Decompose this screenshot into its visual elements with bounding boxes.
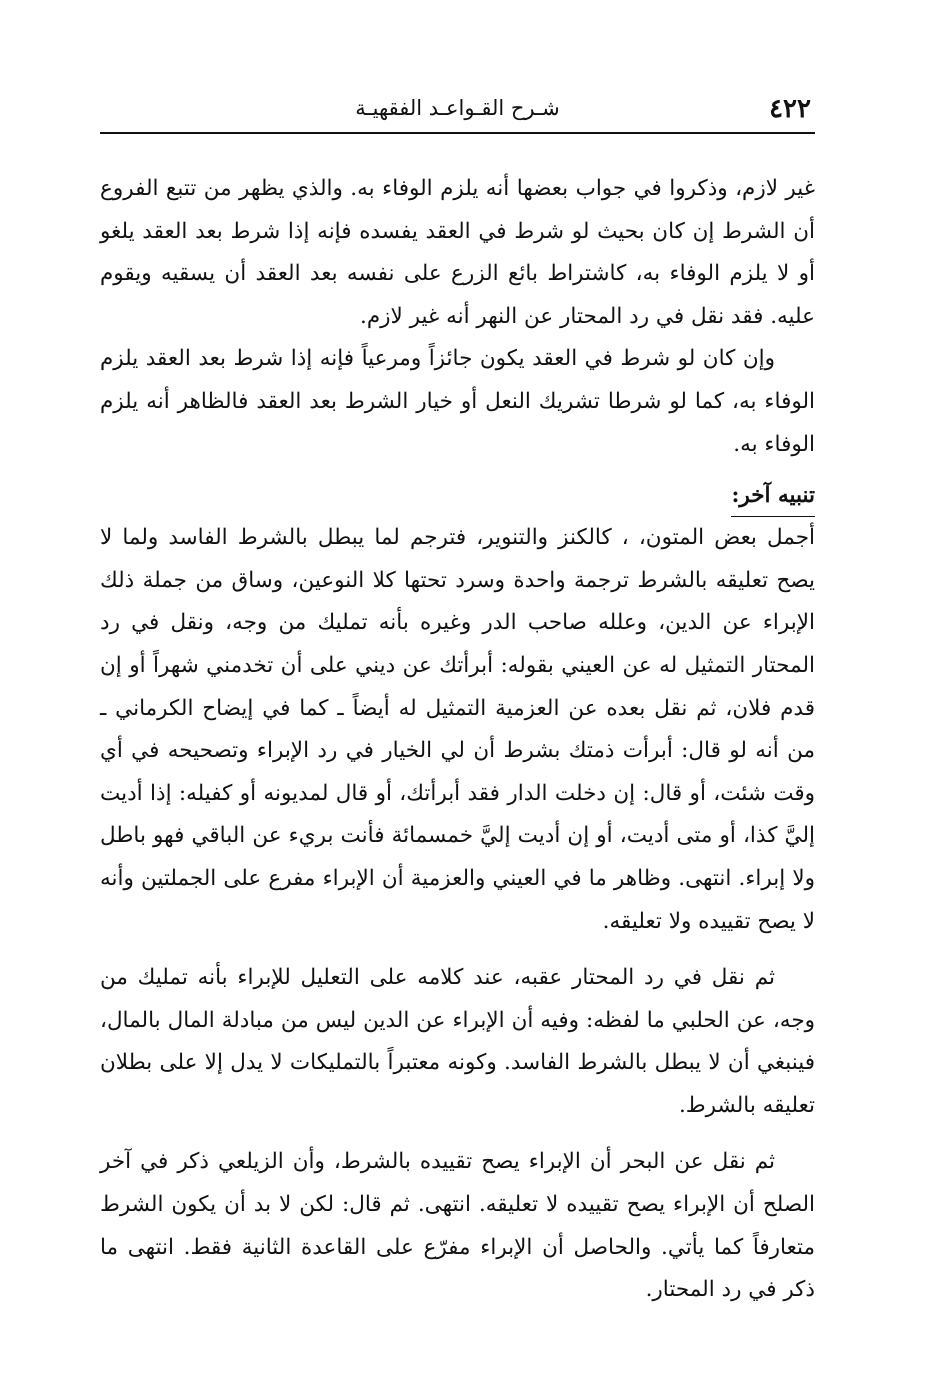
paragraph-5: ثم نقل عن البحر أن الإبراء يصح تقييده بالشرط، وأن الزيلعي ذكر في آخر الصلح أن الإبراء يصح تقييده لا تعليقه. انتهى. ثم قال: لكن لا بد أن يكون الشرط متعارفاً كما يأتي. والحاصل أن الإبراء مفرّع على القاعدة الثانية فقط. انتهى ما ذكر في رد المحتار.: [100, 1149, 815, 1303]
page-header: [100, 88, 815, 134]
paragraph-4: ثم نقل في رد المحتار عقبه، عند كلامه على التعليل للإبراء بأنه تمليك من وجه، عن الحلبي ما لفظه: وفيه أن الإبراء عن الدين ليس من مبادلة المال بالمال، فينبغي أن لا يبطل بالشرط الفاسد. وكونه معتبراً بالتمليكات لا يدل إلا على بطلان تعليقه بالشرط.: [100, 965, 815, 1118]
running-title: شـرح القـواعـد الفقهيـة: [355, 96, 560, 120]
paragraph-1: غير لازم، وذكروا في جواب بعضها أنه يلزم الوفاء به. والذي يظهر من تتبع الفروع أن الشرط إن كان بحيث لو شرط في العقد يفسده فإنه إذا شرط بعد العقد يلغو أو لا يلزم الوفاء به، كاشتراط بائع الزرع على نفسه بعد العقد أن يسقيه ويقوم عليه. فقد نقل في رد المحتار عن النهر أنه غير لازم.: [100, 176, 815, 329]
body-text: [100, 168, 815, 1312]
book-page: [100, 88, 815, 1312]
page-number: ٤٢٢: [769, 94, 811, 124]
paragraph-2: وإن كان لو شرط في العقد يكون جائزاً ومرعياً فإنه إذا شرط بعد العقد يلزم الوفاء به، كما لو شرطا تشريك النعل أو خيار الشرط بعد العقد فالظاهر أنه يلزم الوفاء به.: [100, 346, 815, 457]
section-heading: تنبيه آخر:: [731, 476, 815, 517]
paragraph-3: أجمل بعض المتون، ، كالكنز والتنوير، فترجم لما يبطل بالشرط الفاسد ولما لا يصح تعليقه بالشرط ترجمة واحدة وسرد تحتها كلا النوعين، وساق من جملة ذلك الإبراء عن الدين، وعلله صاحب الدر وغيره بأنه تمليك من وجه، ونقل في رد المحتار التمثيل له عن العيني بقوله: أبرأتك عن ديني على أن تخدمني شهراً أو إن قدم فلان، ثم نقل بعده عن العزمية التمثيل له أيضاً ـ كما في إيضاح الكرماني ـ من أنه لو قال: أبرأت ذمتك بشرط أن لي الخيار في رد الإبراء وتصحيحه في أي وقت شئت، أو قال: إن دخلت الدار فقد أبرأتك، أو قال لمديونه أو كفيله: إذا أديت إليَّ كذا، أو متى أديت، أو إن أديت إليَّ خمسمائة فأنت بريء عن الباقي فهو باطل ولا إبراء. انتهى. وظاهر ما في العيني والعزمية أن الإبراء مفرع على الجملتين وأنه لا يصح تقييده ولا تعليقه.: [100, 525, 815, 934]
